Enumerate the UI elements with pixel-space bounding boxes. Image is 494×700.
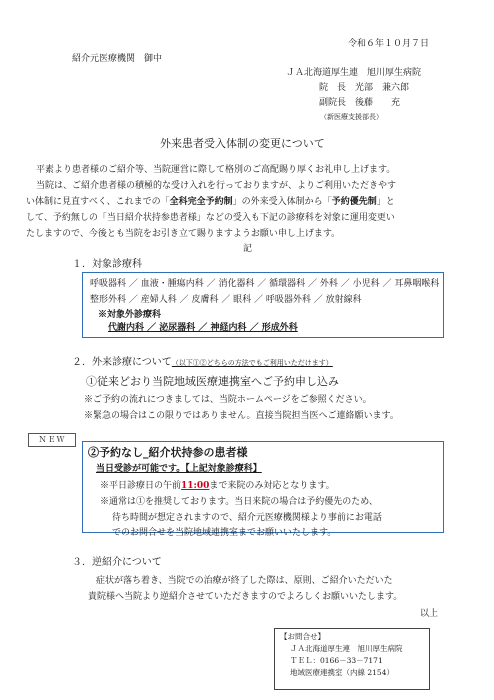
recommend-line-1: ※通常は①を推奨しております。当日来院の場合は予約優先のため、 bbox=[100, 497, 378, 507]
departments-line-2: 整形外科 ／ 産婦人科 ／ 皮膚科 ／ 眼科 ／ 呼吸器外科 ／ 放射線科 bbox=[90, 295, 362, 305]
section2-heading-note: （以下①②どちらの方法でもご利用いただけます） bbox=[171, 359, 333, 367]
note-emergency: ※緊急の場合はこの限りではありません。直接当院担当医へご連絡願います。 bbox=[84, 411, 399, 421]
departments-line-1: 呼吸器科 ／ 血液・腫瘍内科 ／ 消化器科 ／ 循環器科 ／ 外科 ／ 小児科 ／ 耳鼻咽喉科 bbox=[90, 279, 440, 289]
contact-org: ＪＡ北海道厚生連 旭川厚生病院 bbox=[290, 644, 403, 653]
recommend-line-3: でのお問合せを当院地域連携室までお願いいたします。 bbox=[112, 528, 337, 538]
contact-box bbox=[274, 628, 430, 690]
sender-vice-note: （新医療支援部長） bbox=[320, 113, 383, 121]
sender-org: ＪＡ北海道厚生連 旭川厚生病院 bbox=[286, 68, 422, 78]
section2-heading bbox=[72, 356, 333, 370]
full-reservation-system: 全科完全予約制 bbox=[169, 197, 233, 207]
intro-line-5: たしますので、今後とも当院をお引き立て賜りますようお願い申し上げます。 bbox=[26, 229, 341, 239]
same-day-available: 当日受診が可能です。【上記対象診療科】 bbox=[96, 464, 262, 474]
section1-heading: １．対象診療科 bbox=[72, 259, 142, 270]
intro-line-1: 平素より患者様のご紹介等、当院運営に際して格別のご高配賜り厚くお礼申し上げます。 bbox=[36, 165, 396, 175]
contact-dept: 地域医療連携室（内線 2154） bbox=[290, 668, 394, 677]
document-date: 令和６年１０月７日 bbox=[348, 39, 430, 49]
intro-line-3e: 」と bbox=[376, 197, 395, 207]
sender-vice-director: 副院長 後藤 充 bbox=[319, 98, 401, 108]
ki-mark: 記 bbox=[243, 244, 253, 254]
note-reservation-flow: ※ご予約の流れにつきましては、当院ホームページをご参照ください。 bbox=[84, 395, 372, 405]
contact-tel: ＴＥＬ：0166－33－7171 bbox=[290, 656, 383, 665]
intro-line-4: して、予約無しの「当日紹介状持参患者様」などの受入も下記の診療科を対象に運用変更い bbox=[26, 213, 395, 223]
reverse-referral-line-2: 貴院様へ当院より逆紹介させていただきますのでよろしくお願いいたします。 bbox=[88, 592, 403, 602]
option-2: ②予約なし_紹介状持参の患者様 bbox=[88, 446, 248, 459]
weekday-note-post: まで来院のみ対応となります。 bbox=[209, 481, 335, 491]
weekday-note bbox=[100, 480, 335, 493]
intro-line-3a: い体制に見直すべく、これまでの「 bbox=[26, 197, 170, 207]
excluded-label: ※対象外診療科 bbox=[98, 310, 162, 320]
section2-heading-text: ２．外来診療について bbox=[72, 357, 172, 368]
new-badge: ＮＥＷ bbox=[28, 433, 76, 447]
contact-label: 【お問合せ】 bbox=[280, 632, 325, 641]
priority-reservation-system: 予約優先制 bbox=[331, 197, 377, 207]
recipient: 紹介元医療機関 御中 bbox=[72, 54, 163, 64]
weekday-time: 11:00 bbox=[181, 481, 210, 491]
intro-line-3c: 」の外来受入体制から「 bbox=[232, 197, 332, 207]
recommend-line-2: 待ち時間が想定されますので、紹介元医療機関様より事前にお電話 bbox=[112, 513, 382, 523]
page-title: 外来患者受入体制の変更について bbox=[160, 137, 325, 150]
intro-line-2: 当院は、ご紹介患者様の積極的な受け入れを行っておりますが、よりご利用いただきやす bbox=[36, 181, 397, 191]
section3-heading: ３．逆紹介について bbox=[72, 557, 162, 568]
weekday-note-pre: ※平日診療日の午前 bbox=[100, 481, 182, 491]
intro-line-3 bbox=[26, 196, 395, 209]
excluded-departments: 代謝内科 ／ 泌尿器科 ／ 神経内科 ／ 形成外科 bbox=[108, 323, 298, 333]
option-1: ①従来どおり当院地域医療連携室へご予約申し込み bbox=[86, 375, 339, 388]
reverse-referral-line-1: 症状が落ち着き、当院での治療が終了した際は、原則、ご紹介いただいた bbox=[96, 576, 393, 586]
sender-director: 院 長 光部 兼六郎 bbox=[319, 83, 410, 93]
ijo: 以上 bbox=[420, 609, 439, 619]
